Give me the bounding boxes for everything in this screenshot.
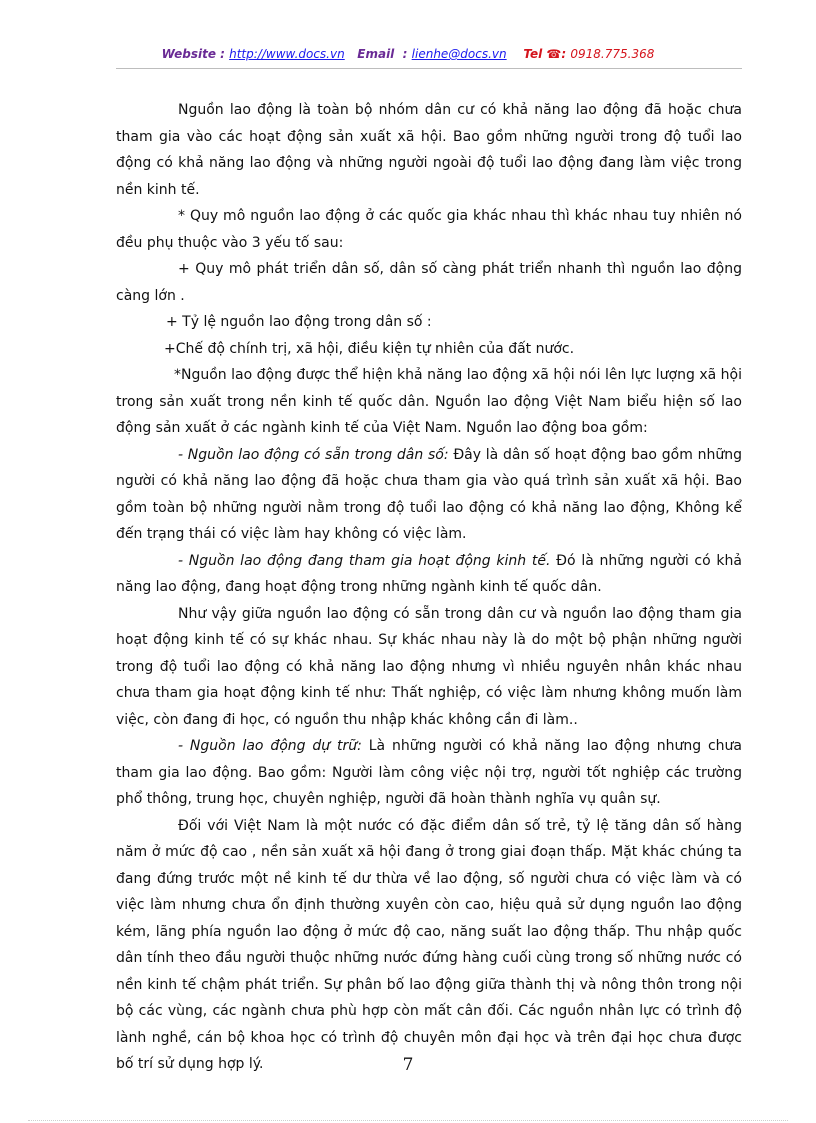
paragraph: Đối với Việt Nam là một nước có đặc điểm dân số trẻ, tỷ lệ tăng dân số hàng năm ở mức độ cao , nền sản xuất xã hội đang ở trong giai đoạn thấp. Mặt khác chúng ta đang đứng trước một nề kinh tế dư thừa về lao động, số người chưa có việc làm và có việc làm nhưng chưa ổn định thường xuyên còn cao, hiệu quả sử dụng nguồn lao động kém, lãng phía nguồn lao động ở mức độ cao, năng suất lao động thấp. Thu nhập quốc dân tính theo đầu người thuộc những nước đứng hàng cuối cùng trong số những nước có nền kinh tế chậm phát triển. Sự phân bố lao động giữa thành thị và nông thôn trong nội bộ các vùng, các ngành chưa phù hợp còn mất cân đối. Các nguồn nhân lực có trình độ lành nghề, cán bộ khoa học có trình độ chuyên môn đại học và trên đại học chưa được bố trí sử dụng hợp lý. (116, 817, 742, 1072)
email-link[interactable]: lienhe@docs.vn (411, 47, 507, 61)
italic-lead: - Nguồn lao động đang tham gia hoạt động kinh tế. (178, 552, 551, 569)
website-link[interactable]: http://www.docs.vn (229, 47, 345, 61)
footer-divider (28, 1120, 788, 1121)
paragraph-text: Đây là dân số hoạt động bao gồm những người có khả năng lao động đã hoặc chưa tham gia vào quá trình sản xuất xã hội. Bao gồm toàn bộ những người nằm trong độ tuổi lao động có khả năng lao động, Không kể đến trạng thái có việc làm hay không có việc làm. (116, 446, 742, 542)
paragraph: Nguồn lao động là toàn bộ nhóm dân cư có khả năng lao động đã hoặc chưa tham gia vào các hoạt động sản xuất xã hội. Bao gồm những người trong độ tuổi lao động có khả năng lao động và những người ngoài độ tuổi lao động đang làm việc trong nền kinh tế. (116, 102, 742, 198)
document-body (116, 97, 742, 1078)
email-separator: : (402, 47, 408, 61)
paragraph-text: Là những người có khả năng lao động nhưng chưa tham gia lao động. Bao gồm: Người làm công việc nội trợ, người tốt nghiệp các trường phổ thông, trung học, chuyên nghiệp, người đã hoàn thành nghĩa vụ quân sự. (116, 738, 742, 807)
page-header (0, 47, 816, 61)
list-item: + Tỷ lệ nguồn lao động trong dân số : (166, 314, 432, 330)
paragraph (116, 548, 742, 601)
paragraph: * Quy mô nguồn lao động ở các quốc gia khác nhau thì khác nhau tuy nhiên nó đều phụ thuộc vào 3 yếu tố sau: (116, 208, 742, 251)
paragraph-text: Đó là những người có khả năng lao động, đang hoạt động trong những ngành kinh tế quốc dân. (116, 552, 742, 595)
email-label: Email (357, 47, 395, 61)
paragraph (116, 442, 742, 548)
italic-lead: - Nguồn lao động dự trữ: (178, 738, 362, 754)
header-divider (116, 68, 742, 69)
tel-number: 0918.775.368 (570, 47, 655, 61)
list-item: +Chế độ chính trị, xã hội, điều kiện tự nhiên của đất nước. (164, 340, 575, 357)
italic-lead: - Nguồn lao động có sẵn trong dân số: (178, 446, 449, 463)
paragraph: Như vậy giữa nguồn lao động có sẵn trong dân cư và nguồn lao động tham gia hoạt động kinh tế có sự khác nhau. Sự khác nhau này là do một bộ phận những người trong độ tuổi lao động có khả năng lao động nhưng vì nhiều nguyên nhân khác nhau chưa tham gia hoạt động kinh tế như: Thất nghiệp, có việc làm nhưng không muốn làm việc, còn đang đi học, có nguồn thu nhập khác không cần đi làm.. (116, 605, 742, 728)
paragraph (116, 733, 742, 813)
website-label: Website : (161, 47, 225, 61)
page-number: 7 (402, 1055, 414, 1075)
paragraph: *Nguồn lao động được thể hiện khả năng lao động xã hội nói lên lực lượng xã hội trong sản xuất trong nền kinh tế quốc dân. Nguồn lao động Việt Nam biểu hiện số lao động sản xuất ở các ngành kinh tế của Việt Nam. Nguồn lao động boa gồm: (116, 367, 742, 436)
tel-label: Tel ☎: (523, 47, 567, 61)
list-item: + Quy mô phát triển dân số, dân số càng phát triển nhanh thì nguồn lao động càng lớn . (116, 261, 742, 304)
